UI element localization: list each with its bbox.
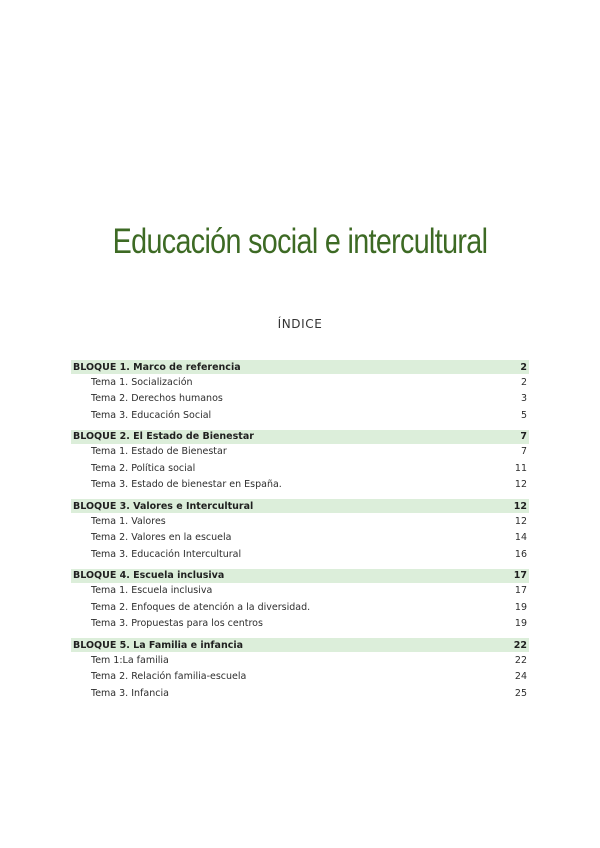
topic-title: Tema 1. Valores [91,515,166,527]
topic-title: Tema 2. Valores en la escuela [91,532,232,544]
topic-title: Tema 1. Escuela inclusiva [91,585,213,597]
toc-topic[interactable] [71,599,529,616]
toc-block-4 [71,569,529,633]
block-header[interactable] [71,499,529,513]
topic-page: 25 [514,687,527,699]
block-header[interactable] [71,360,529,374]
toc-topic[interactable] [71,374,529,391]
toc-topic[interactable] [71,616,529,633]
topic-page: 12 [514,479,527,491]
topic-title: Tema 2. Política social [91,462,196,474]
topic-page: 17 [514,585,527,597]
topic-title: Tema 3. Educación Intercultural [91,548,242,560]
block-page: 2 [520,361,527,373]
block-header[interactable] [71,569,529,583]
toc-block-1 [71,360,529,424]
topic-title: Tema 3. Propuestas para los centros [91,618,263,630]
topic-title: Tema 2. Enfoques de atención a la diversidad. [91,601,311,613]
toc-block-5 [71,638,529,702]
toc-topic[interactable] [71,513,529,530]
toc-topic[interactable] [71,652,529,669]
block-title: BLOQUE 4. Escuela inclusiva [73,570,225,581]
toc-block-3 [71,499,529,563]
topic-title: Tema 2. Relación familia-escuela [91,671,247,683]
topic-page: 2 [520,376,527,388]
topic-page: 11 [514,462,527,474]
topic-page: 16 [514,548,527,560]
toc-topic[interactable] [71,546,529,563]
topic-title: Tema 3. Infancia [91,687,169,699]
topic-page: 3 [520,393,527,405]
toc-block-2 [71,430,529,494]
topic-title: Tem 1:La familia [91,654,169,666]
document-title: Educación social e intercultural [112,222,488,261]
block-title: BLOQUE 2. El Estado de Bienestar [73,431,254,442]
block-title: BLOQUE 3. Valores e Intercultural [73,500,254,512]
table-of-contents [71,360,529,708]
block-header[interactable] [71,638,529,652]
block-header[interactable] [71,430,529,444]
toc-topic[interactable] [71,685,529,702]
block-page: 22 [513,639,527,651]
topic-page: 22 [514,654,527,666]
index-heading: ÍNDICE [277,317,323,331]
topic-page: 19 [514,601,527,613]
toc-topic[interactable] [71,583,529,600]
topic-page: 7 [520,446,527,458]
topic-page: 5 [520,409,527,421]
topic-page: 19 [514,618,527,630]
topic-title: Tema 2. Derechos humanos [91,393,223,405]
toc-topic[interactable] [71,407,529,424]
toc-topic[interactable] [71,669,529,686]
toc-topic[interactable] [71,460,529,477]
block-page: 17 [513,570,527,581]
toc-topic[interactable] [71,444,529,461]
topic-title: Tema 3. Educación Social [91,409,212,421]
topic-page: 24 [514,671,527,683]
topic-title: Tema 1. Socialización [91,376,193,388]
topic-title: Tema 1. Estado de Bienestar [91,446,227,458]
toc-topic[interactable] [71,391,529,408]
topic-page: 12 [514,515,527,527]
topic-page: 14 [514,532,527,544]
topic-title: Tema 3. Estado de bienestar en España. [91,479,282,491]
block-page: 7 [520,431,527,442]
toc-topic[interactable] [71,477,529,494]
block-title: BLOQUE 1. Marco de referencia [73,361,241,373]
toc-topic[interactable] [71,530,529,547]
block-title: BLOQUE 5. La Familia e infancia [73,639,244,651]
block-page: 12 [513,500,527,512]
